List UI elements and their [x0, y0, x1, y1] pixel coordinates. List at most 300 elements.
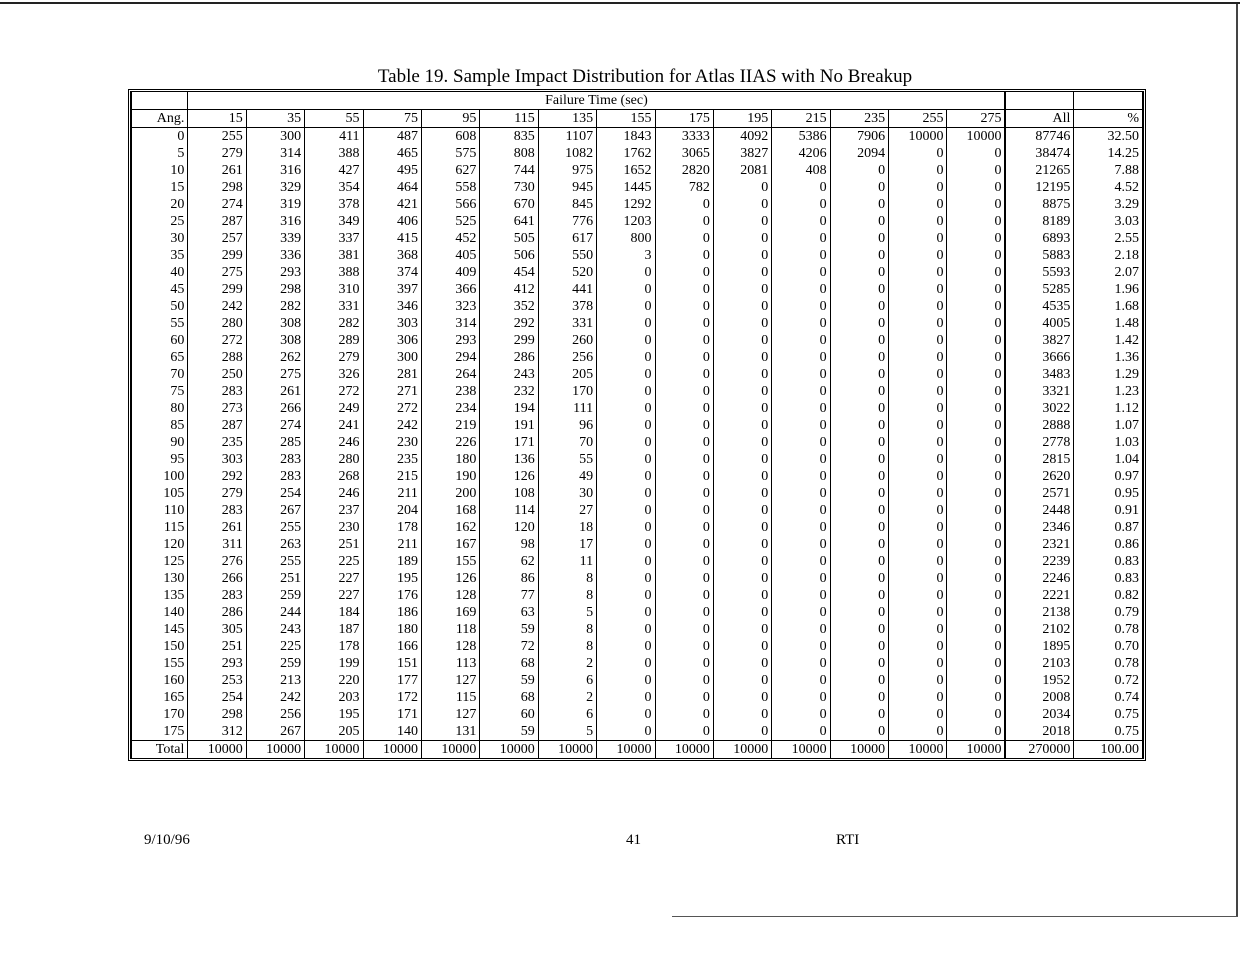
- table-row: [132, 247, 1143, 264]
- all-cell: 4535: [1005, 298, 1073, 315]
- count-cell: 0: [597, 383, 655, 400]
- failure-time-column-header: 55: [305, 110, 363, 128]
- count-cell: 0: [830, 536, 888, 553]
- all-group-blank: [1005, 92, 1073, 110]
- count-cell: 6: [538, 672, 596, 689]
- count-cell: 281: [363, 366, 421, 383]
- count-cell: 199: [305, 655, 363, 672]
- table-title: Table 19. Sample Impact Distribution for Atlas IIAS with No Breakup: [377, 66, 913, 87]
- count-cell: 441: [538, 281, 596, 298]
- count-cell: 0: [655, 587, 713, 604]
- count-cell: 180: [363, 621, 421, 638]
- count-cell: 0: [772, 400, 830, 417]
- table-row: [132, 502, 1143, 519]
- count-cell: 111: [538, 400, 596, 417]
- count-cell: 70: [538, 434, 596, 451]
- count-cell: 0: [889, 213, 947, 230]
- count-cell: 0: [713, 247, 771, 264]
- count-cell: 0: [830, 502, 888, 519]
- percent-cell: 4.52: [1074, 179, 1143, 196]
- angle-cell: 135: [132, 587, 188, 604]
- count-cell: 0: [947, 264, 1006, 281]
- percent-cell: 0.79: [1074, 604, 1143, 621]
- total-cell: 270000: [1005, 741, 1073, 759]
- count-cell: 49: [538, 468, 596, 485]
- count-cell: 0: [713, 434, 771, 451]
- count-cell: 263: [246, 536, 304, 553]
- count-cell: 0: [830, 604, 888, 621]
- count-cell: 0: [947, 400, 1006, 417]
- angle-cell: 60: [132, 332, 188, 349]
- angle-cell: 0: [132, 128, 188, 146]
- count-cell: 0: [947, 383, 1006, 400]
- count-cell: 235: [363, 451, 421, 468]
- count-cell: 0: [772, 383, 830, 400]
- count-cell: 0: [655, 638, 713, 655]
- count-cell: 267: [246, 502, 304, 519]
- angle-cell: 80: [132, 400, 188, 417]
- footer-organization: RTI: [836, 832, 860, 848]
- angle-cell: 125: [132, 553, 188, 570]
- count-cell: 255: [188, 128, 246, 146]
- count-cell: 0: [655, 264, 713, 281]
- count-cell: 0: [889, 723, 947, 741]
- count-cell: 0: [655, 281, 713, 298]
- count-cell: 280: [188, 315, 246, 332]
- percent-cell: 1.68: [1074, 298, 1143, 315]
- count-cell: 0: [655, 400, 713, 417]
- count-cell: 0: [947, 315, 1006, 332]
- all-cell: 5883: [1005, 247, 1073, 264]
- count-cell: 303: [363, 315, 421, 332]
- count-cell: 776: [538, 213, 596, 230]
- count-cell: 113: [421, 655, 479, 672]
- count-cell: 378: [538, 298, 596, 315]
- table-row: [132, 264, 1143, 281]
- count-cell: 0: [713, 672, 771, 689]
- count-cell: 0: [713, 179, 771, 196]
- failure-time-column-header: 235: [830, 110, 888, 128]
- count-cell: 242: [188, 298, 246, 315]
- angle-cell: 30: [132, 230, 188, 247]
- count-cell: 0: [713, 451, 771, 468]
- all-cell: 2620: [1005, 468, 1073, 485]
- count-cell: 1445: [597, 179, 655, 196]
- count-cell: 0: [655, 468, 713, 485]
- count-cell: 0: [597, 672, 655, 689]
- count-cell: 238: [421, 383, 479, 400]
- percent-cell: 0.95: [1074, 485, 1143, 502]
- count-cell: 800: [597, 230, 655, 247]
- count-cell: 0: [597, 536, 655, 553]
- count-cell: 2081: [713, 162, 771, 179]
- count-cell: 0: [889, 553, 947, 570]
- count-cell: 0: [772, 213, 830, 230]
- count-cell: 59: [480, 672, 538, 689]
- all-cell: 2102: [1005, 621, 1073, 638]
- table-row: [132, 655, 1143, 672]
- count-cell: 0: [772, 417, 830, 434]
- count-cell: 346: [363, 298, 421, 315]
- count-cell: 62: [480, 553, 538, 570]
- count-cell: 0: [830, 400, 888, 417]
- angle-cell: 75: [132, 383, 188, 400]
- count-cell: 808: [480, 145, 538, 162]
- count-cell: 8: [538, 638, 596, 655]
- percent-cell: 1.12: [1074, 400, 1143, 417]
- count-cell: 397: [363, 281, 421, 298]
- count-cell: 0: [830, 485, 888, 502]
- angle-cell: 165: [132, 689, 188, 706]
- column-header-row: [132, 110, 1143, 128]
- table-row: [132, 536, 1143, 553]
- count-cell: 167: [421, 536, 479, 553]
- count-cell: 427: [305, 162, 363, 179]
- count-cell: 0: [830, 213, 888, 230]
- count-cell: 0: [772, 434, 830, 451]
- count-cell: 558: [421, 179, 479, 196]
- count-cell: 627: [421, 162, 479, 179]
- impact-distribution-table: [128, 89, 1146, 761]
- count-cell: 0: [830, 706, 888, 723]
- count-cell: 254: [246, 485, 304, 502]
- count-cell: 0: [889, 281, 947, 298]
- count-cell: 213: [246, 672, 304, 689]
- count-cell: 3: [597, 247, 655, 264]
- count-cell: 316: [246, 213, 304, 230]
- count-cell: 0: [597, 468, 655, 485]
- angle-cell: 40: [132, 264, 188, 281]
- count-cell: 0: [947, 519, 1006, 536]
- count-cell: 0: [889, 179, 947, 196]
- count-cell: 0: [713, 587, 771, 604]
- count-cell: 0: [830, 349, 888, 366]
- count-cell: 0: [655, 383, 713, 400]
- count-cell: 0: [597, 553, 655, 570]
- count-cell: 0: [830, 655, 888, 672]
- count-cell: 8: [538, 570, 596, 587]
- count-cell: 0: [597, 400, 655, 417]
- count-cell: 279: [188, 485, 246, 502]
- count-cell: 151: [363, 655, 421, 672]
- count-cell: 272: [305, 383, 363, 400]
- count-cell: 0: [713, 689, 771, 706]
- count-cell: 0: [597, 264, 655, 281]
- percent-cell: 1.42: [1074, 332, 1143, 349]
- count-cell: 215: [363, 468, 421, 485]
- count-cell: 0: [830, 383, 888, 400]
- all-cell: 2346: [1005, 519, 1073, 536]
- total-cell: 10000: [947, 741, 1006, 759]
- count-cell: 299: [188, 247, 246, 264]
- count-cell: 3333: [655, 128, 713, 146]
- count-cell: 0: [830, 162, 888, 179]
- table-row: [132, 621, 1143, 638]
- percent-cell: 32.50: [1074, 128, 1143, 146]
- count-cell: 211: [363, 536, 421, 553]
- count-cell: 11: [538, 553, 596, 570]
- count-cell: 1107: [538, 128, 596, 146]
- failure-time-column-header: 275: [947, 110, 1006, 128]
- count-cell: 0: [947, 689, 1006, 706]
- count-cell: 232: [480, 383, 538, 400]
- count-cell: 55: [538, 451, 596, 468]
- count-cell: 0: [655, 332, 713, 349]
- count-cell: 0: [830, 281, 888, 298]
- count-cell: 4092: [713, 128, 771, 146]
- count-cell: 0: [655, 196, 713, 213]
- table-row: [132, 706, 1143, 723]
- percent-cell: 2.18: [1074, 247, 1143, 264]
- count-cell: 292: [188, 468, 246, 485]
- count-cell: 204: [363, 502, 421, 519]
- count-cell: 279: [305, 349, 363, 366]
- table-row: [132, 485, 1143, 502]
- count-cell: 255: [246, 553, 304, 570]
- count-cell: 251: [305, 536, 363, 553]
- count-cell: 0: [655, 451, 713, 468]
- count-cell: 282: [305, 315, 363, 332]
- count-cell: 126: [421, 570, 479, 587]
- count-cell: 1082: [538, 145, 596, 162]
- table-row: [132, 349, 1143, 366]
- count-cell: 0: [597, 706, 655, 723]
- count-cell: 234: [421, 400, 479, 417]
- count-cell: 0: [772, 519, 830, 536]
- count-cell: 0: [772, 655, 830, 672]
- angle-cell: 15: [132, 179, 188, 196]
- count-cell: 0: [597, 655, 655, 672]
- count-cell: 0: [947, 621, 1006, 638]
- percent-cell: 1.23: [1074, 383, 1143, 400]
- count-cell: 0: [830, 230, 888, 247]
- table-row: [132, 519, 1143, 536]
- count-cell: 0: [889, 332, 947, 349]
- count-cell: 0: [889, 383, 947, 400]
- count-cell: 283: [188, 502, 246, 519]
- count-cell: 5386: [772, 128, 830, 146]
- count-cell: 262: [246, 349, 304, 366]
- count-cell: 177: [363, 672, 421, 689]
- count-cell: 0: [889, 196, 947, 213]
- table-row: [132, 723, 1143, 741]
- count-cell: 288: [188, 349, 246, 366]
- count-cell: 0: [597, 502, 655, 519]
- count-cell: 259: [246, 587, 304, 604]
- count-cell: 311: [188, 536, 246, 553]
- total-cell: 10000: [889, 741, 947, 759]
- count-cell: 0: [889, 349, 947, 366]
- count-cell: 279: [188, 145, 246, 162]
- count-cell: 0: [889, 162, 947, 179]
- count-cell: 227: [305, 570, 363, 587]
- count-cell: 259: [246, 655, 304, 672]
- count-cell: 0: [655, 366, 713, 383]
- table-row: [132, 145, 1143, 162]
- count-cell: 251: [188, 638, 246, 655]
- count-cell: 18: [538, 519, 596, 536]
- count-cell: 0: [713, 383, 771, 400]
- count-cell: 266: [188, 570, 246, 587]
- angle-cell: 160: [132, 672, 188, 689]
- percent-cell: 1.04: [1074, 451, 1143, 468]
- count-cell: 495: [363, 162, 421, 179]
- count-cell: 0: [713, 621, 771, 638]
- count-cell: 68: [480, 689, 538, 706]
- count-cell: 0: [597, 281, 655, 298]
- total-cell: 100.00: [1074, 741, 1143, 759]
- count-cell: 368: [363, 247, 421, 264]
- count-cell: 0: [830, 298, 888, 315]
- count-cell: 17: [538, 536, 596, 553]
- count-cell: 0: [947, 145, 1006, 162]
- count-cell: 0: [830, 553, 888, 570]
- count-cell: 0: [889, 485, 947, 502]
- count-cell: 0: [889, 366, 947, 383]
- count-cell: 251: [246, 570, 304, 587]
- count-cell: 242: [246, 689, 304, 706]
- count-cell: 250: [188, 366, 246, 383]
- count-cell: 0: [947, 162, 1006, 179]
- count-cell: 0: [772, 315, 830, 332]
- count-cell: 0: [889, 298, 947, 315]
- count-cell: 205: [538, 366, 596, 383]
- count-cell: 275: [246, 366, 304, 383]
- count-cell: 115: [421, 689, 479, 706]
- count-cell: 0: [772, 179, 830, 196]
- count-cell: 225: [246, 638, 304, 655]
- pct-group-blank: [1074, 92, 1143, 110]
- count-cell: 287: [188, 213, 246, 230]
- failure-time-column-header: 195: [713, 110, 771, 128]
- count-cell: 0: [772, 553, 830, 570]
- count-cell: 730: [480, 179, 538, 196]
- count-cell: 0: [597, 485, 655, 502]
- percent-cell: 1.29: [1074, 366, 1143, 383]
- failure-time-column-header: 215: [772, 110, 830, 128]
- count-cell: 326: [305, 366, 363, 383]
- count-cell: 0: [889, 468, 947, 485]
- count-cell: 0: [889, 689, 947, 706]
- count-cell: 178: [363, 519, 421, 536]
- count-cell: 0: [713, 230, 771, 247]
- table-row: [132, 672, 1143, 689]
- count-cell: 0: [772, 706, 830, 723]
- count-cell: 409: [421, 264, 479, 281]
- angle-cell: 100: [132, 468, 188, 485]
- count-cell: 0: [830, 570, 888, 587]
- count-cell: 292: [480, 315, 538, 332]
- count-cell: 300: [246, 128, 304, 146]
- angle-cell: 175: [132, 723, 188, 741]
- count-cell: 60: [480, 706, 538, 723]
- count-cell: 226: [421, 434, 479, 451]
- count-cell: 3827: [713, 145, 771, 162]
- count-cell: 272: [363, 400, 421, 417]
- count-cell: 0: [713, 638, 771, 655]
- table-row: [132, 587, 1143, 604]
- count-cell: 0: [597, 689, 655, 706]
- count-cell: 0: [713, 298, 771, 315]
- count-cell: 191: [480, 417, 538, 434]
- table-row: [132, 128, 1143, 146]
- count-cell: 266: [246, 400, 304, 417]
- angle-cell: 170: [132, 706, 188, 723]
- percent-cell: 0.75: [1074, 723, 1143, 741]
- count-cell: 352: [480, 298, 538, 315]
- count-cell: 408: [772, 162, 830, 179]
- count-cell: 0: [947, 655, 1006, 672]
- total-cell: 10000: [830, 741, 888, 759]
- table-row: [132, 179, 1143, 196]
- count-cell: 169: [421, 604, 479, 621]
- count-cell: 412: [480, 281, 538, 298]
- percent-cell: 0.97: [1074, 468, 1143, 485]
- angle-cell: 45: [132, 281, 188, 298]
- count-cell: 0: [947, 298, 1006, 315]
- count-cell: 0: [889, 638, 947, 655]
- count-cell: 0: [655, 298, 713, 315]
- count-cell: 0: [713, 315, 771, 332]
- failure-time-column-header: 95: [421, 110, 479, 128]
- count-cell: 0: [830, 179, 888, 196]
- count-cell: 0: [889, 400, 947, 417]
- count-cell: 374: [363, 264, 421, 281]
- count-cell: 230: [363, 434, 421, 451]
- all-cell: 1952: [1005, 672, 1073, 689]
- count-cell: 0: [772, 723, 830, 741]
- count-cell: 0: [830, 587, 888, 604]
- all-cell: 2008: [1005, 689, 1073, 706]
- angle-cell: 70: [132, 366, 188, 383]
- count-cell: 0: [947, 434, 1006, 451]
- angle-cell: 115: [132, 519, 188, 536]
- count-cell: 366: [421, 281, 479, 298]
- count-cell: 186: [363, 604, 421, 621]
- count-cell: 617: [538, 230, 596, 247]
- count-cell: 0: [713, 485, 771, 502]
- count-cell: 254: [188, 689, 246, 706]
- total-label: Total: [132, 741, 188, 759]
- all-cell: 1895: [1005, 638, 1073, 655]
- count-cell: 246: [305, 434, 363, 451]
- total-cell: 10000: [538, 741, 596, 759]
- angle-cell: 90: [132, 434, 188, 451]
- count-cell: 0: [772, 451, 830, 468]
- count-cell: 0: [713, 213, 771, 230]
- count-cell: 0: [947, 723, 1006, 741]
- count-cell: 268: [305, 468, 363, 485]
- count-cell: 195: [305, 706, 363, 723]
- count-cell: 300: [363, 349, 421, 366]
- table-row: [132, 213, 1143, 230]
- count-cell: 0: [947, 570, 1006, 587]
- count-cell: 280: [305, 451, 363, 468]
- count-cell: 172: [363, 689, 421, 706]
- all-cell: 2888: [1005, 417, 1073, 434]
- count-cell: 0: [947, 553, 1006, 570]
- all-cell: 3321: [1005, 383, 1073, 400]
- count-cell: 0: [830, 689, 888, 706]
- count-cell: 0: [655, 553, 713, 570]
- count-cell: 128: [421, 587, 479, 604]
- count-cell: 319: [246, 196, 304, 213]
- angle-cell: 95: [132, 451, 188, 468]
- percent-cell: 0.78: [1074, 655, 1143, 672]
- count-cell: 59: [480, 723, 538, 741]
- count-cell: 0: [655, 604, 713, 621]
- count-cell: 331: [538, 315, 596, 332]
